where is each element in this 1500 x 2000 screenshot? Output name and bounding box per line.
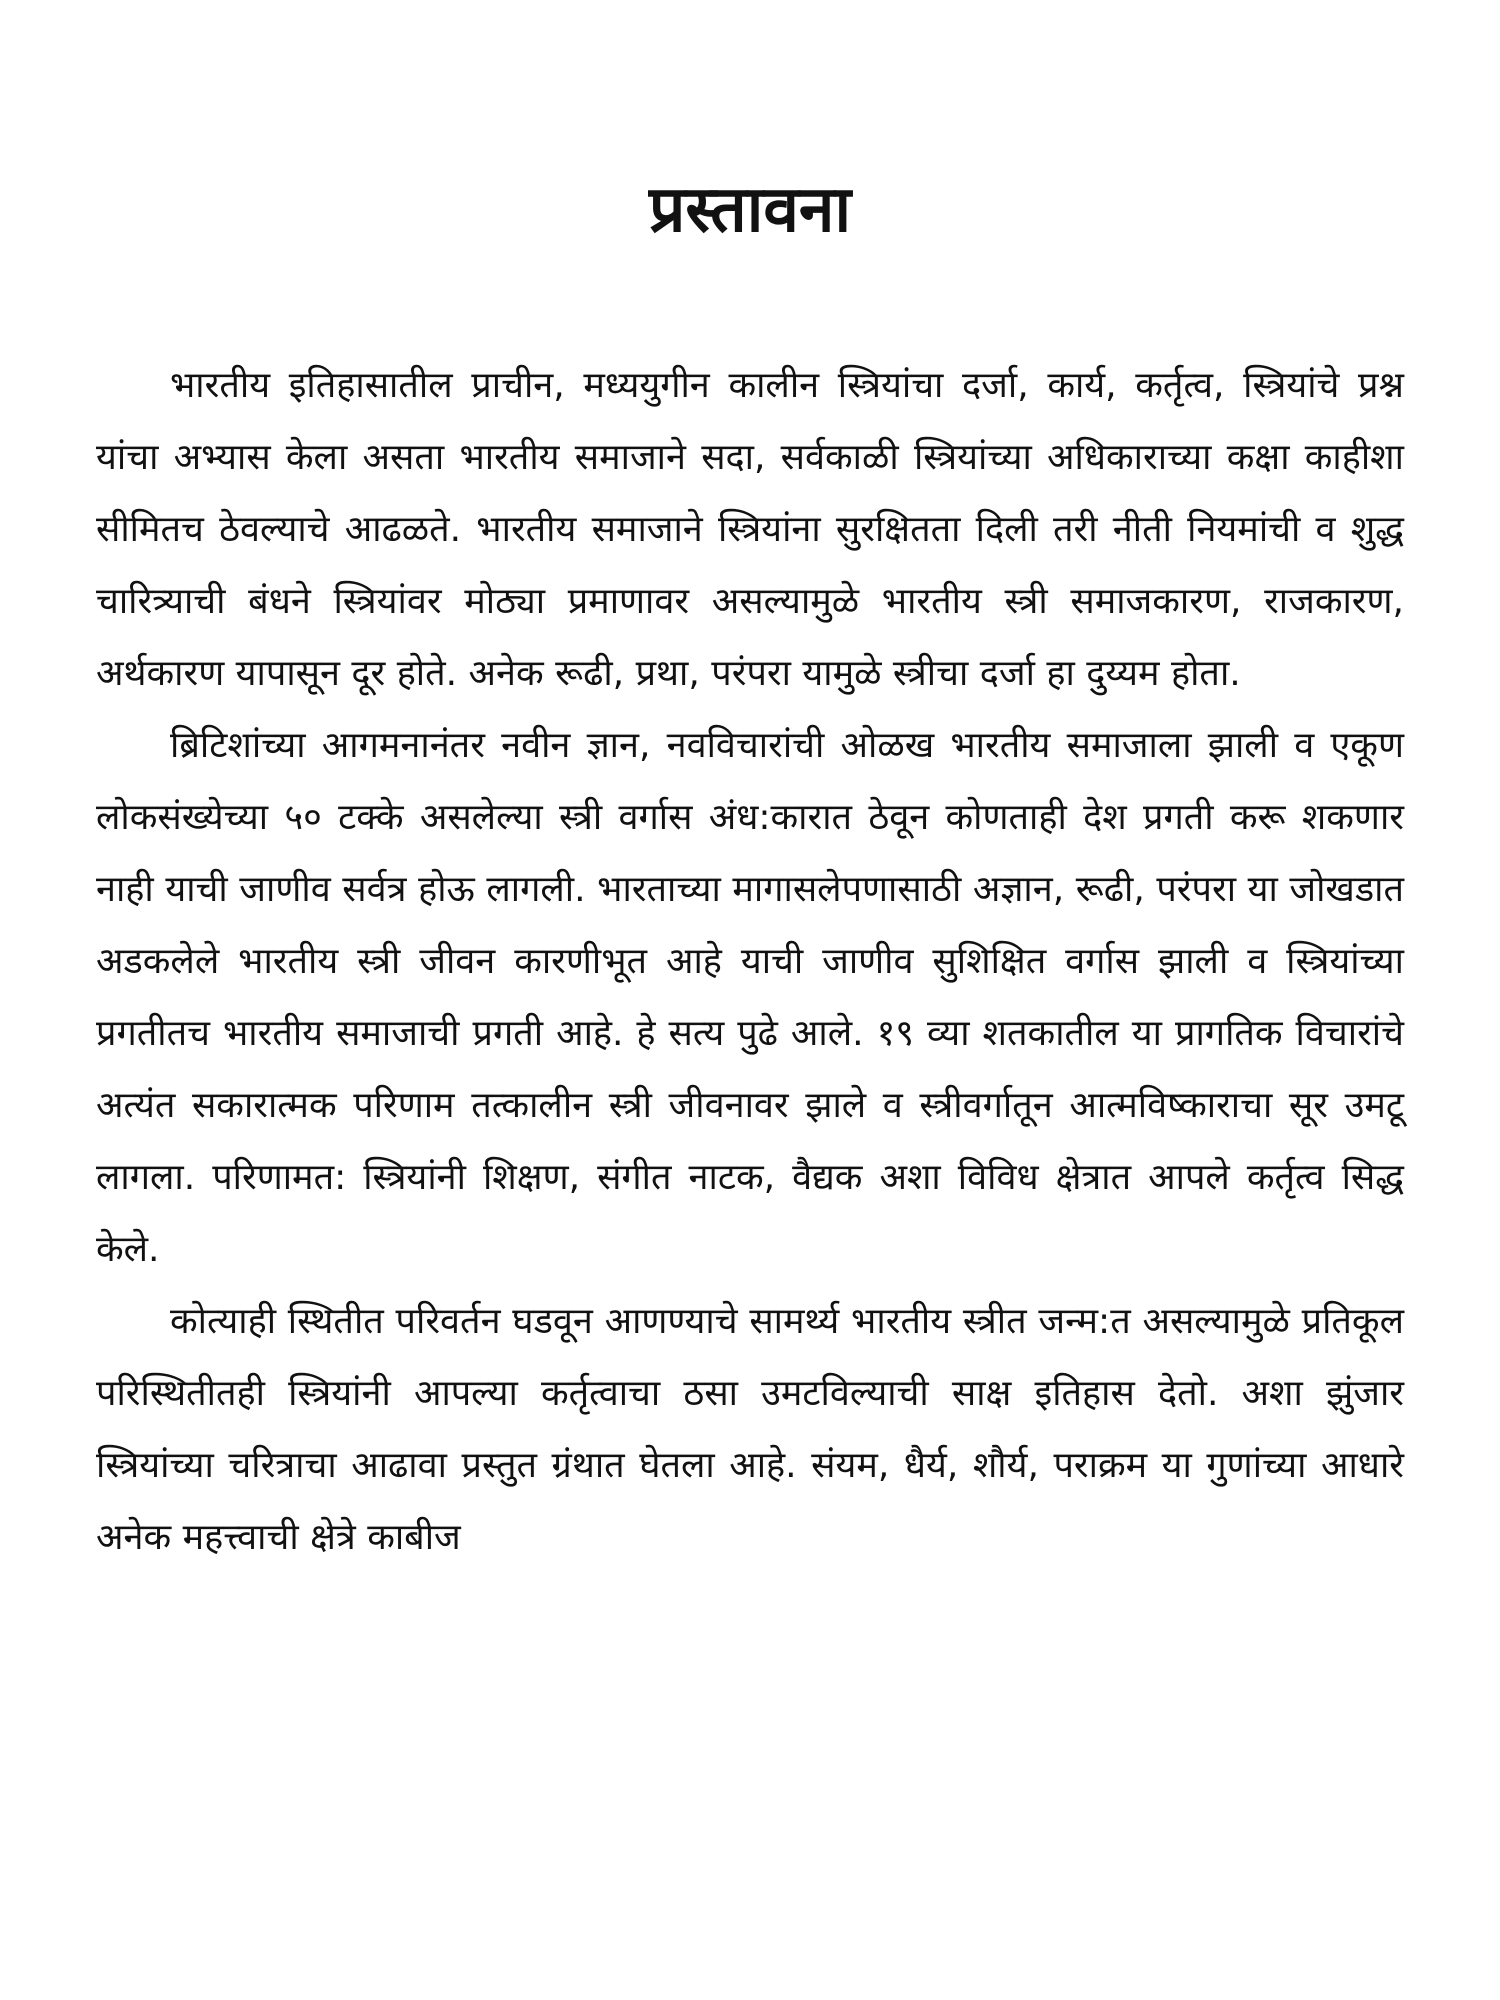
body-text <box>96 350 1404 1574</box>
paragraph-1: भारतीय इतिहासातील प्राचीन, मध्ययुगीन कालीन स्त्रियांचा दर्जा, कार्य, कर्तृत्व, स्त्रियांचे प्रश्न यांचा अभ्यास केला असता भारतीय समाजाने सदा, सर्वकाळी स्त्रियांच्या अधिकाराच्या कक्षा काहीशा सीमितच ठेवल्याचे आढळते. भारतीय समाजाने स्त्रियांना सुरक्षितता दिली तरी नीती नियमांची व शुद्ध चारित्र्याची बंधने स्त्रियांवर मोठ्या प्रमाणावर असल्यामुळे भारतीय स्त्री समाजकारण, राजकारण, अर्थकारण यापासून दूर होते. अनेक रूढी, प्रथा, परंपरा यामुळे स्त्रीचा दर्जा हा दुय्यम होता. <box>96 365 1404 694</box>
page-title: प्रस्तावना <box>648 173 852 247</box>
paragraph-3: कोत्याही स्थितीत परिवर्तन घडवून आणण्याचे सामर्थ्य भारतीय स्त्रीत जन्म:त असल्यामुळे प्रतिकूल परिस्थितीतही स्त्रियांनी आपल्या कर्तृत्वाचा ठसा उमटविल्याची साक्ष इतिहास देतो. अशा झुंजार स्त्रियांच्या चरित्राचा आढावा प्रस्तुत ग्रंथात घेतला आहे. संयम, धैर्य, शौर्य, पराक्रम या गुणांच्या आधारे अनेक महत्त्वाची क्षेत्रे काबीज <box>96 1301 1404 1558</box>
paragraph-2: ब्रिटिशांच्या आगमनानंतर नवीन ज्ञान, नवविचारांची ओळख भारतीय समाजाला झाली व एकूण लोकसंख्येच्या ५० टक्के असलेल्या स्त्री वर्गास अंध:कारात ठेवून कोणताही देश प्रगती करू शकणार नाही याची जाणीव सर्वत्र होऊ लागली. भारताच्या मागासलेपणासाठी अज्ञान, रूढी, परंपरा या जोखडात अडकलेले भारतीय स्त्री जीवन कारणीभूत आहे याची जाणीव सुशिक्षित वर्गास झाली व स्त्रियांच्या प्रगतीतच भारतीय समाजाची प्रगती आहे. हे सत्य पुढे आले. १९ व्या शतकातील या प्रागतिक विचारांचे अत्यंत सकारात्मक परिणाम तत्कालीन स्त्री जीवनावर झाले व स्त्रीवर्गातून आत्मविष्काराचा सूर उमटू लागला. परिणामत: स्त्रियांनी शिक्षण, संगीत नाटक, वैद्यक अशा विविध क्षेत्रात आपले कर्तृत्व सिद्ध केले. <box>96 725 1404 1270</box>
